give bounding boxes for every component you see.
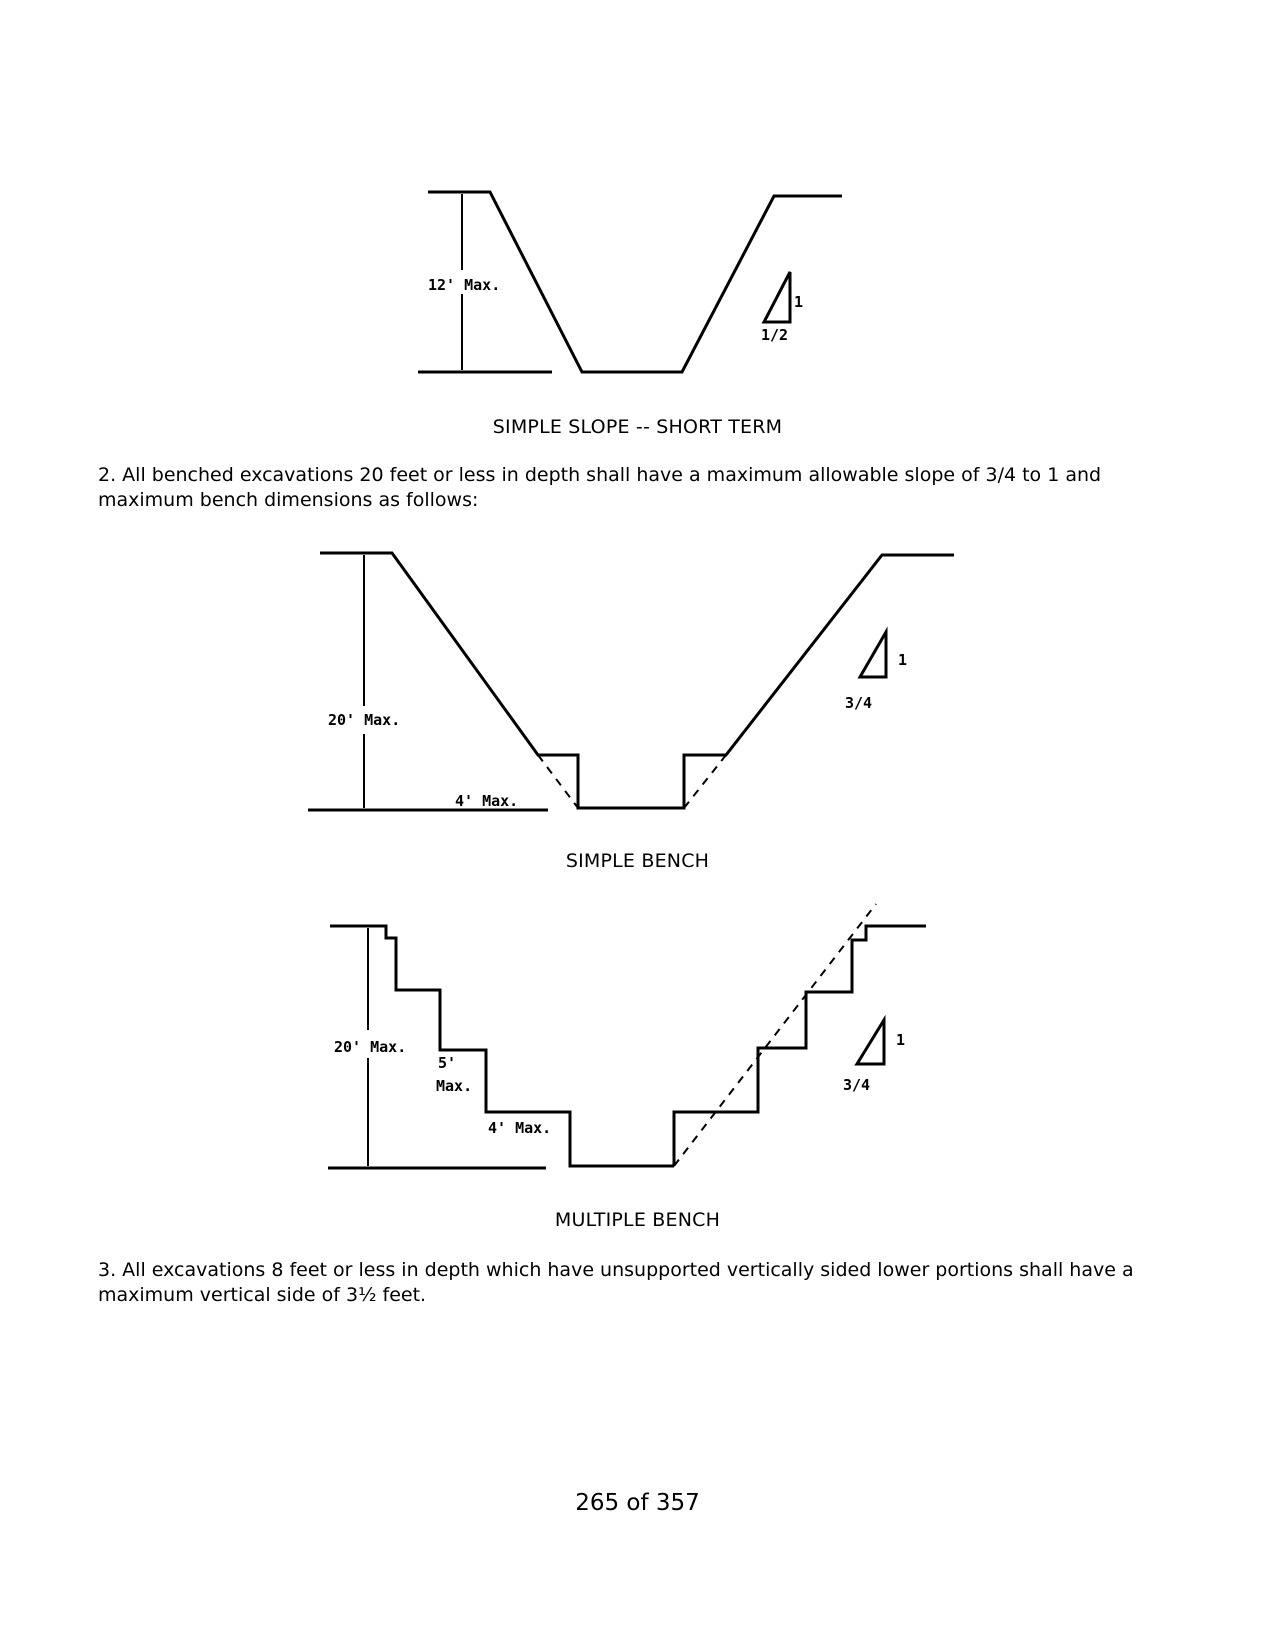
simple-bench-bench-label: 4' Max. <box>455 792 519 810</box>
simple-slope-depth-label: 12' Max. <box>428 276 501 294</box>
simple-bench-caption: SIMPLE BENCH <box>565 850 710 872</box>
simple-slope-caption: SIMPLE SLOPE -- SHORT TERM <box>492 416 783 438</box>
multiple-bench-ratio-horizontal: 3/4 <box>843 1076 871 1094</box>
multiple-bench-slope-guide <box>674 904 876 1166</box>
multiple-bench-step-height-label-line2: Max. <box>436 1077 473 1095</box>
multiple-bench-ratio-vertical: 1 <box>896 1031 906 1049</box>
simple-bench-depth-label: 20' Max. <box>328 711 401 729</box>
multiple-bench-depth-label: 20' Max. <box>334 1038 407 1056</box>
slope-ratio-vertical: 1 <box>794 293 804 311</box>
multiple-bench-step-height-label-line1: 5' <box>438 1054 457 1072</box>
simple-bench-ratio-vertical: 1 <box>898 651 908 669</box>
slope-ratio-horizontal: 1/2 <box>761 326 789 344</box>
simple-bench-ratio-horizontal: 3/4 <box>845 694 873 712</box>
page-number: 265 of 357 <box>575 1490 700 1516</box>
multiple-bench-caption: MULTIPLE BENCH <box>554 1209 721 1231</box>
multiple-bench-ratio-triangle <box>857 1020 884 1064</box>
multiple-bench-right-steps <box>674 926 926 1166</box>
multiple-bench-bench-label: 4' Max. <box>488 1119 552 1137</box>
paragraph-item-3: 3. All excavations 8 feet or less in depth which have unsupported vertically sided lower portions shall have a maximum vertical side of 3½ feet. <box>98 1259 1134 1306</box>
paragraph-item-2: 2. All benched excavations 20 feet or less in depth shall have a maximum allowable slope of 3/4 to 1 and maximum bench dimensions as follows: <box>98 464 1102 511</box>
